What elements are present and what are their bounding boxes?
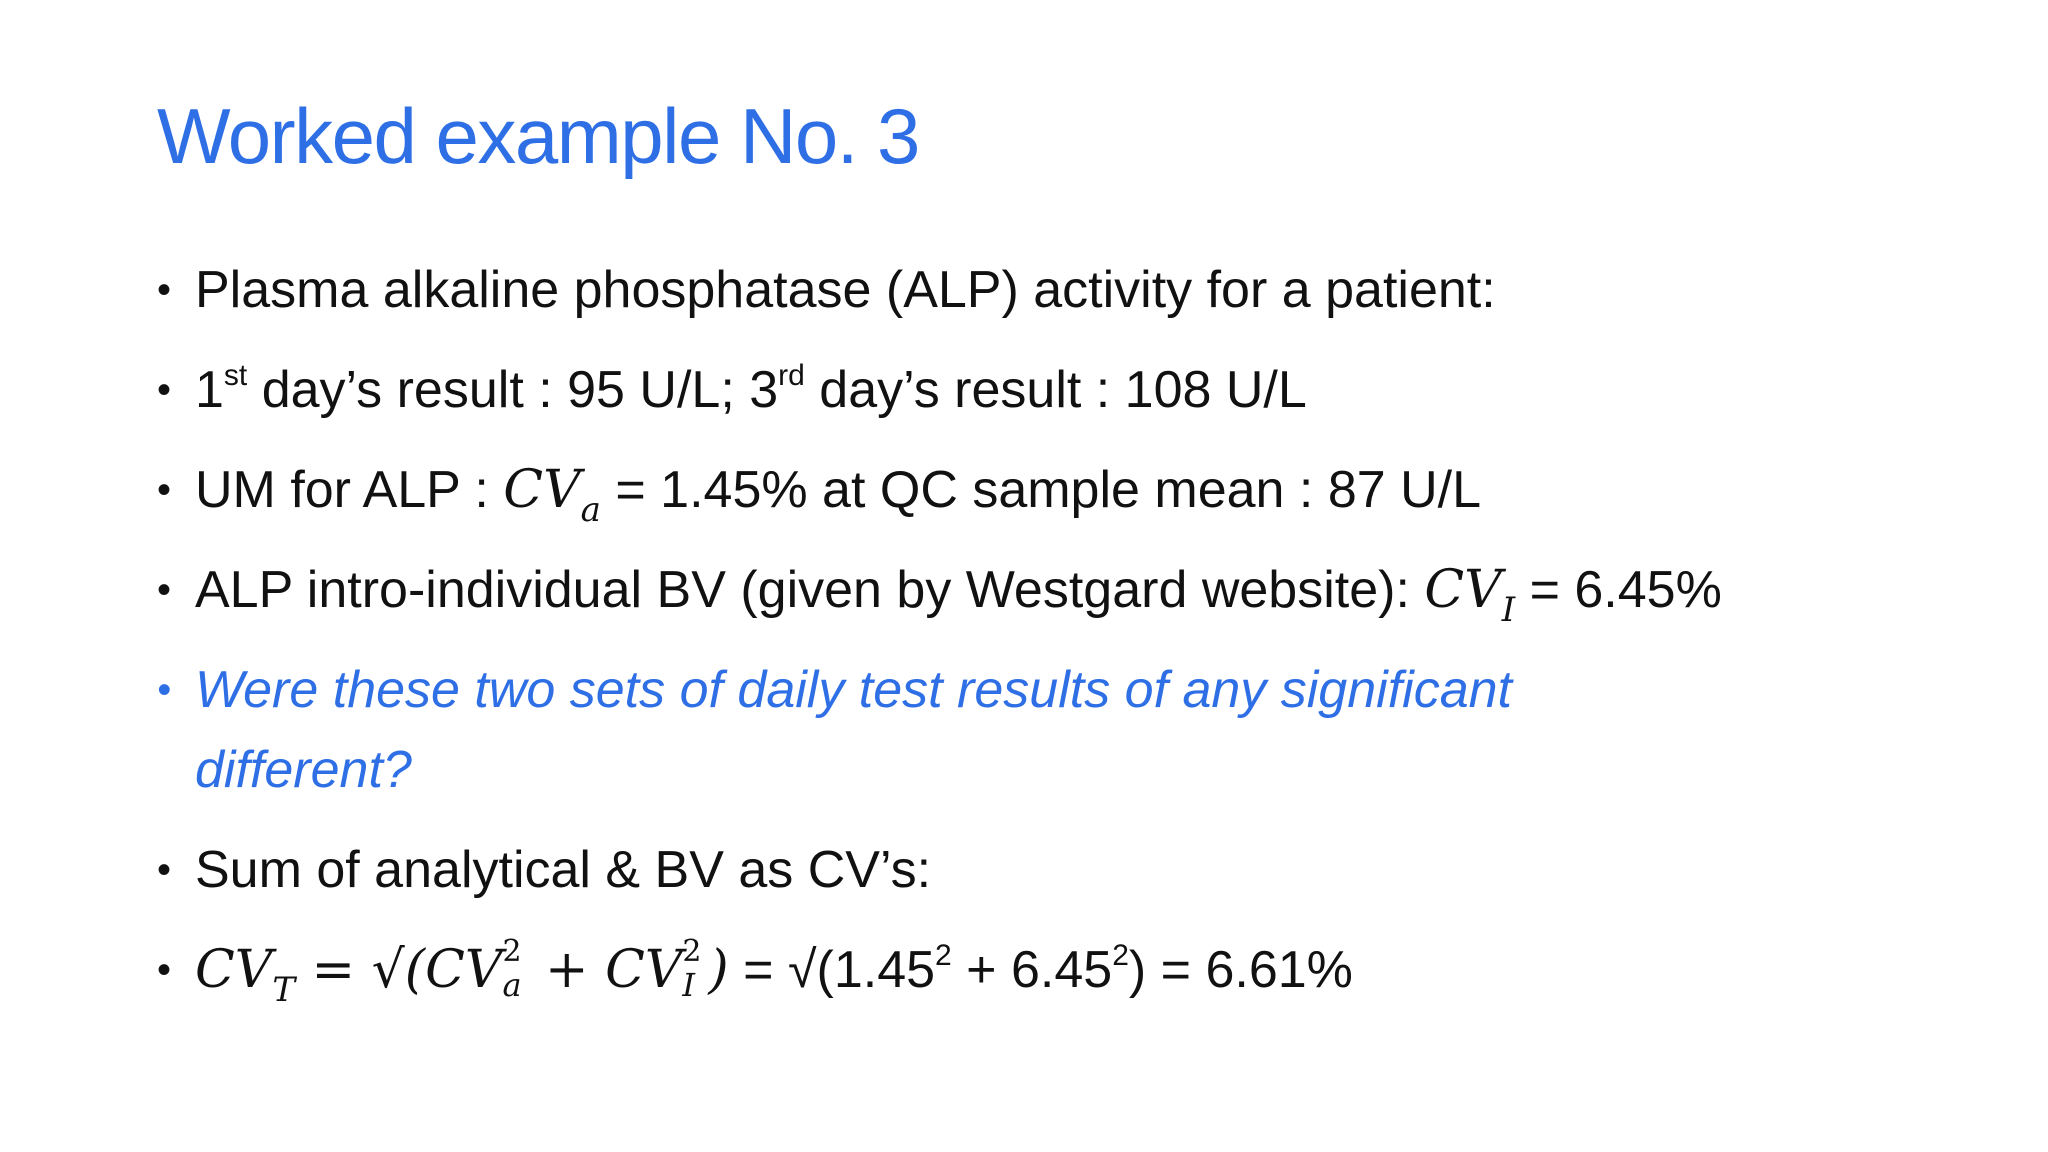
cv-i-subscript: I <box>682 966 696 1004</box>
square-superscript: 2 <box>1112 939 1129 972</box>
bullet-text <box>195 350 1307 430</box>
bullet-dot-icon: • <box>157 948 172 992</box>
result-text: day’s result : 108 U/L <box>804 361 1307 419</box>
cv-a-indices <box>502 934 528 1004</box>
slide-title: Worked example No. 3 <box>157 92 919 180</box>
cv-symbol: CV <box>503 460 581 520</box>
bullet-text <box>195 550 1722 630</box>
cv-t-symbol: CV <box>195 940 273 1000</box>
formula <box>195 930 1353 1010</box>
bullet-text: Plasma alkaline phosphatase (ALP) activity for a patient: <box>195 261 1496 319</box>
result-text: day’s result : 95 U/L; 3 <box>247 361 779 419</box>
cv-i-indices <box>682 934 708 1004</box>
formula-numeric-part: + 6.45 <box>951 941 1113 999</box>
prefix-text: UM for ALP : <box>195 461 504 519</box>
prefix-text: ALP intro-individual BV (given by Westgard website): <box>195 561 1425 619</box>
bullet-dot-icon: • <box>157 568 172 612</box>
formula-close-paren: ) <box>708 940 729 1000</box>
bullet-dot-icon: • <box>157 368 172 412</box>
day-number: 1 <box>195 361 224 419</box>
ordinal-suffix: st <box>223 359 248 392</box>
ordinal-suffix: rd <box>778 359 805 392</box>
bullet-dot-icon: • <box>157 848 172 892</box>
cv-t-subscript: T <box>272 970 296 1010</box>
suffix-text: = 1.45% at QC sample mean : 87 U/L <box>600 461 1482 519</box>
cv-symbol: CV <box>1424 560 1502 620</box>
bullet-text <box>195 450 1481 530</box>
square-superscript: 2 <box>935 939 952 972</box>
cv-i-superscript: 2 <box>682 934 702 969</box>
cv-subscript: a <box>580 490 601 530</box>
formula-plus: + <box>528 940 606 1000</box>
bullet-dot-icon: • <box>157 468 172 512</box>
question-text: Were these two sets of daily test results of any significant different? <box>195 661 1512 799</box>
cv-i-symbol: CV <box>605 940 683 1000</box>
cv-a-subscript: a <box>502 966 522 1004</box>
bullet-text: Sum of analytical & BV as CV’s: <box>195 841 932 899</box>
formula-equals-root: = √( <box>295 940 426 1000</box>
bullet-dot-icon: • <box>157 668 172 712</box>
cv-a-symbol: CV <box>425 940 503 1000</box>
formula-result: ) = 6.61% <box>1128 941 1353 999</box>
cv-a-superscript: 2 <box>502 934 522 969</box>
cv-subscript: I <box>1501 590 1516 630</box>
bullet-dot-icon: • <box>157 268 172 312</box>
formula-numeric-part: = √(1.45 <box>728 941 936 999</box>
suffix-text: = 6.45% <box>1515 561 1722 619</box>
